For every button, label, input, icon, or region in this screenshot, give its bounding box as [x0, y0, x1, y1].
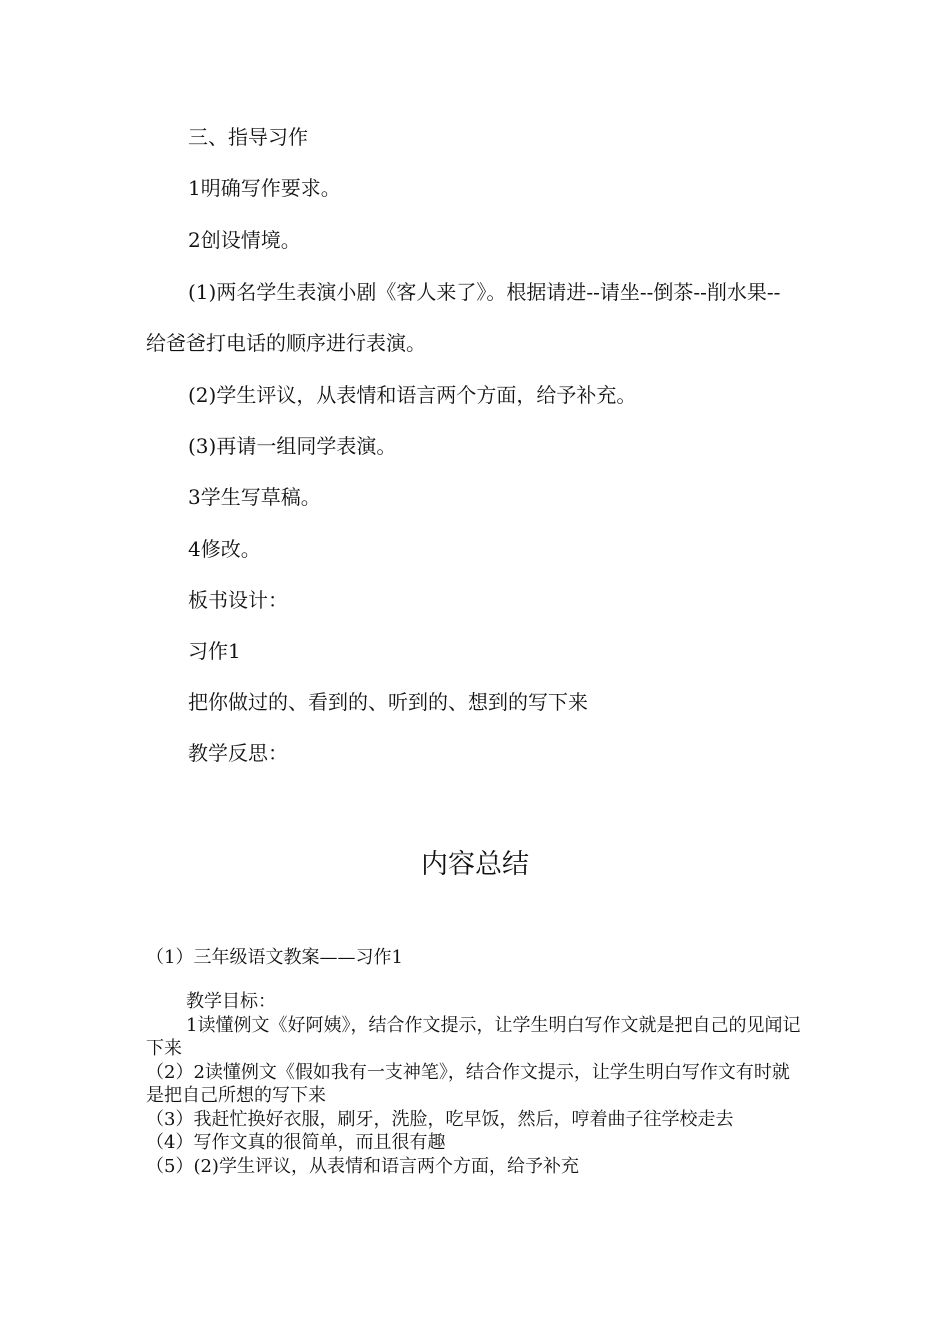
paragraph-step-2-2: (2)学生评议，从表情和语言两个方面，给予补充。: [188, 383, 637, 407]
paragraph-step-2-3: (3)再请一组同学表演。: [188, 434, 397, 458]
paragraph-step-4: 4修改。: [188, 537, 261, 561]
summary-line: （5）(2)学生评议，从表情和语言两个方面，给予补充: [146, 1155, 579, 1177]
summary-line: 1读懂例文《好阿姨》，结合作文提示，让学生明白写作文就是把自己的见闻记下来: [146, 1014, 801, 1059]
summary-body: [146, 990, 806, 1178]
paragraph-board-title: 习作1: [188, 639, 241, 663]
summary-line: （3）我赶忙换好衣服，刷牙，洗脸，吃早饭，然后，哼着曲子往学校走去: [146, 1108, 734, 1130]
summary-line: 教学目标：: [186, 991, 276, 1012]
paragraph-board-content: 把你做过的、看到的、听到的、想到的写下来: [188, 690, 588, 714]
summary-title: （1）三年级语文教案——习作1: [146, 947, 403, 968]
paragraph-step-2-1: (1)两名学生表演小剧《客人来了》。根据请进--请坐--倒茶--削水果--给爸爸打电话的顺序进行表演。: [146, 280, 781, 355]
paragraph-teaching-reflection: 教学反思：: [188, 741, 288, 765]
paragraph-step-2: 2创设情境。: [188, 228, 301, 252]
summary-line: （2）2读懂例文《假如我有一支神笔》，结合作文提示，让学生明白写作文有时就是把自己所想的写下来: [146, 1061, 790, 1106]
paragraph-step-1: 1明确写作要求。: [188, 176, 341, 200]
paragraph-guide-writing-heading: 三、指导习作: [188, 125, 308, 149]
paragraph-step-3: 3学生写草稿。: [188, 485, 321, 509]
paragraph-board-design: 板书设计：: [188, 588, 288, 612]
summary-heading: 内容总结: [421, 849, 529, 880]
summary-line: （4）写作文真的很简单，而且很有趣: [146, 1132, 446, 1153]
